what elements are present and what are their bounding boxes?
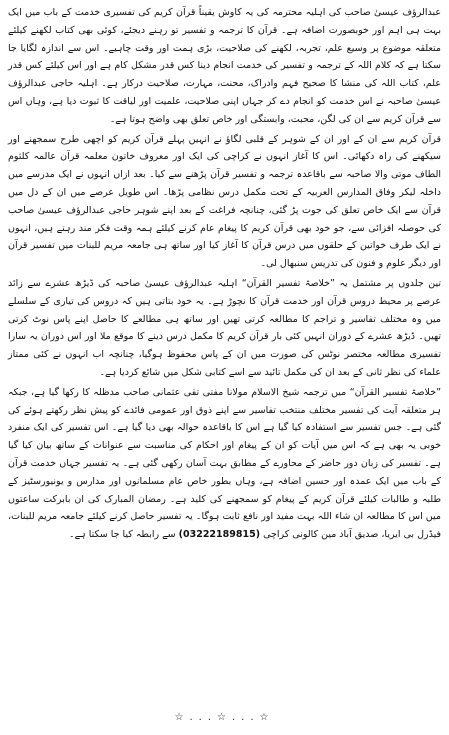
paragraph-2: قرآن کریم سے ان کے اور ان کے شوہر کے قلبی لگاؤ نے انہیں پہلے قرآن کریم کو اچھی طرح سمجھنے اور سیکھنے کی راہ دکھائی۔ اس کا آغاز انہوں نے کراچی کی ایک اور معروف خاتون معلمہ قرآن عالمہ کلثوم الطاف موتی والا صاحبہ سے باقاعدہ ترجمہ و تفسیر قرآن پڑھنے سے کیا۔ بعد ازاں انہوں نے ایک مدرسے میں داخلہ لیکر وفاق المدارس العربیہ کے تحت مکمل درس نظامی پڑھا۔ اس طویل عرصے میں ان کے دل میں قرآن سے ایک خاص تعلق کی جوت پڑ گئی، چنانچہ فراغت کے بعد اپنے شوہر حاجی عبدالرؤف عیسیٰ صاحب کی حوصلہ افزائی سے، جو خود بھی قرآن کریم کا پیغام عام کرنے کیلئے ہمہ وقت فکر مند رہتے ہیں، انہوں نے ایک طرف خواتین کے حلقوں میں درس قرآن کا آغاز کیا اور ساتھ ہی جامعہ مریم للبنات میں تفسیر قرآن اور دیگر علوم و فنون کی تدریس سنبھال لی۔ — [8, 133, 441, 270]
paragraph-1: عبدالرؤف عیسیٰ صاحب کی اہلیہ محترمہ کی یہ کاوش یقیناً قرآن کریم کی تفسیری خدمت کے باب میں ایک بہت ہی اہم اور خوبصورت اضافہ ہے۔ قرآن کا ترجمہ و تفسیر تو رہنے دیجئے، کوئی بھی کتاب لکھنے کیلئے متعلقہ موضوع پر وسیع علم، تجربہ، لکھنے کی صلاحیت، بڑی ہمت اور وقت چاہیے۔ اس سے اندازہ لگایا جا سکتا ہے کہ کلام اللہ کے ترجمہ و تفسیر کی خدمت انجام دینا کس قدر مشکل کام ہے اور اس کیلئے کس قدر علم، کتاب اللہ کی منشا کا صحیح فہم وادراک، محنت، مہارت، صلاحیت درکار ہے۔ اہلیہ حاجی عبدالرؤف عیسیٰ صاحبہ نے اس خدمت کو انجام دے کر جہاں اپنی صلاحیت، علمیت اور لیاقت کا ثبوت دیا ہے، وہاں اس سے قرآن کریم سے ان کی لگن، محبت، وابستگی اور خاص تعلق بھی واضح ہوتا ہے۔ — [8, 7, 441, 125]
paragraph-4 — [8, 384, 441, 544]
paragraph-4-end: سے رابطہ کیا جا سکتا ہے۔ — [69, 529, 176, 541]
article-body — [8, 4, 441, 544]
paragraph-4-text: ”خلاصۃ تفسیر القرآن“ میں ترجمہ شیخ الاسلام مولانا مفتی تقی عثمانی صاحب مدظلہ کا رکھا گیا ہے، جبکہ ہر متعلقہ آیت کی تفسیر مختلف منتخب تفاسیر سے اپنے ذوق اور عمومی فائدے کو پیش نظر رکھتے ہوئے کی گئی ہے۔ جس تفسیر سے استفادہ کیا گیا ہے اس کا باقاعدہ حوالہ بھی دیا گیا ہے۔ اس تفسیر کی ایک منفرد خوبی یہ بھی ہے کہ اس میں آیات کو ان کے پیغام اور احکام کی مناسبت سے عنوانات کے ساتھ بیان کیا گیا ہے۔ تفسیر کی زبان دور حاضر کے محاورے کے مطابق بہت آسان رکھی گئی ہے۔ یہ تفسیر جہاں خدمت قرآن کے باب میں ایک عمدہ اور حسین اضافہ ہے، وہاں بطور خاص عام مسلمانوں اور مدارس و یونیورسٹیز کے طلبہ و طالبات کیلئے قرآن کریم کے پیغام کو سمجھنے کی کلید ہے۔ رمضان المبارک کی ان بابرکت ساعتوں میں اس کا مطالعہ ان شاء اللہ بہت مفید اور نافع ثابت ہوگا۔ یہ تفسیر حاصل کرنے کیلئے جامعہ مریم للبنات، فیڈرل بی ایریا، صدیق آباد مین کالونی کراچی — [8, 386, 441, 541]
star-divider: ☆...☆...☆ — [174, 712, 275, 723]
phone-number: (03222189815) — [178, 529, 261, 541]
paragraph-3: تین جلدوں پر مشتمل یہ ”خلاصۃ تفسیر القرآن“ اہلیہ عبدالرؤف عیسیٰ صاحبہ کی ڈیڑھ عشرے سے زائد عرصے پر محیط دروس قرآن اور خدمت قرآن کا نچوڑ ہے۔ یہ خود بتاتی ہیں کہ دروس کی تیاری کے سلسلے میں وہ مختلف تفاسیر و تراجم کا مطالعہ کرتی تھیں اور ساتھ ہی مطالعے کا حاصل اپنے پاس نوٹ کرتی تھیں۔ ڈیڑھ عشرے کے دوران انہیں کئی بار قرآن کریم کا مکمل درس دینے کا موقع ملا اور اس دوران یہ سارا تفسیری مطالعہ مختصر نوٹس کی صورت میں ان کے پاس محفوظ ہوگیا، چنانچہ اب انہوں نے کئی ممتاز علماء کی نظر ثانی کے بعد ان کی مکمل تائید سے اسے کتابی شکل میں شائع کردیا ہے۔ — [8, 277, 441, 378]
